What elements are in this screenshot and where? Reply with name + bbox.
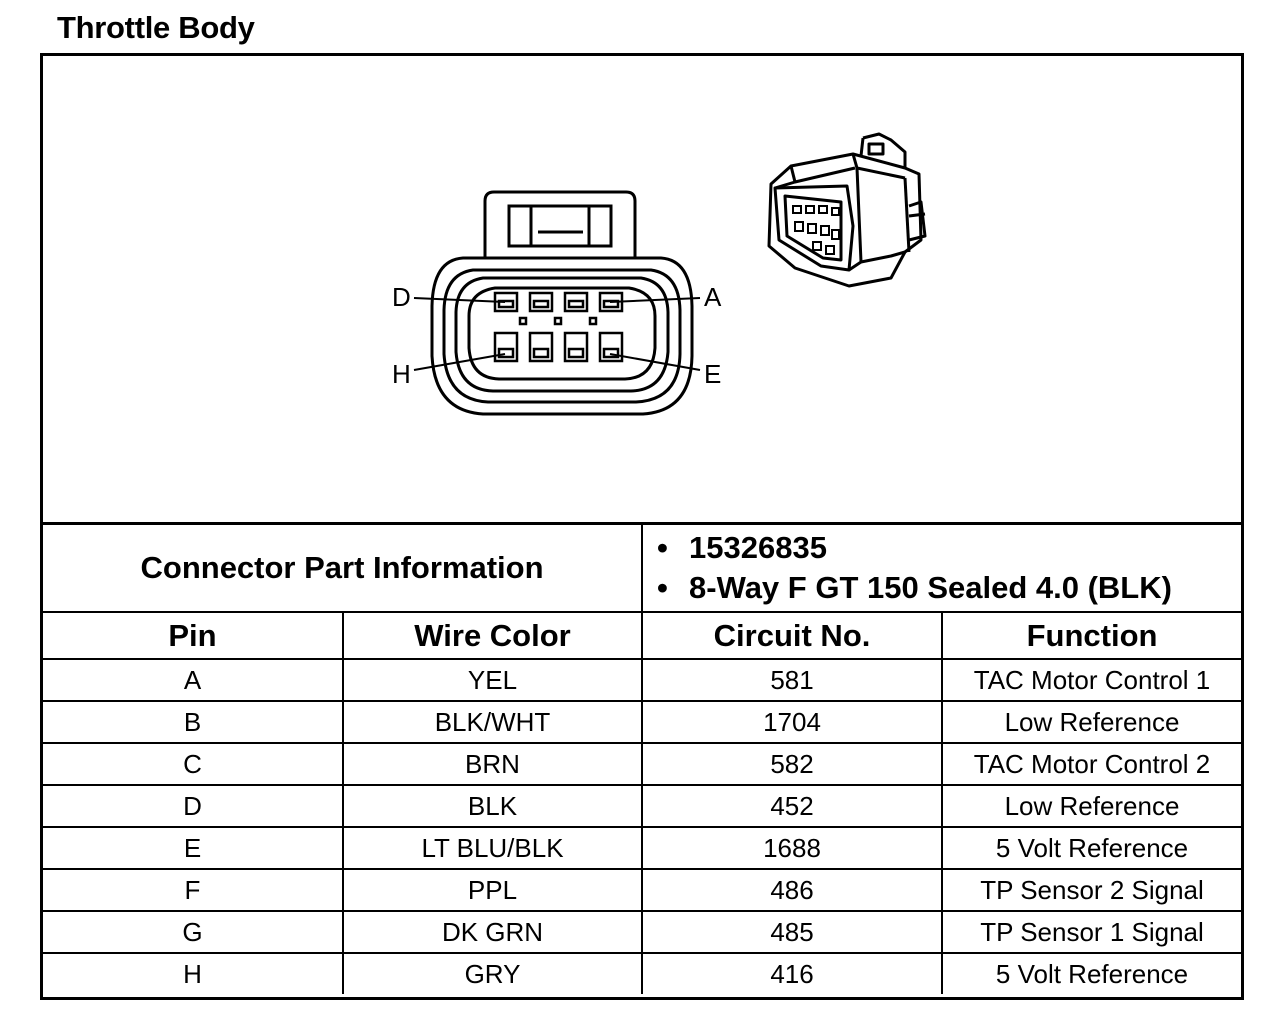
part-number-text: 15326835	[689, 530, 827, 565]
circuit-cell: 1704	[642, 701, 942, 743]
circuit-cell: 452	[642, 785, 942, 827]
wire-color-cell: YEL	[343, 659, 642, 701]
circuit-cell: 486	[642, 869, 942, 911]
function-cell: Low Reference	[942, 701, 1241, 743]
page-title: Throttle Body	[57, 10, 255, 45]
connector-face-view-icon	[432, 192, 692, 414]
cavity-row-top-icon	[495, 293, 622, 324]
table-row	[43, 743, 1241, 785]
connector-info-values	[642, 525, 1241, 612]
wire-color-cell: BRN	[343, 743, 642, 785]
pin-cell: H	[43, 953, 343, 994]
connector-diagram-svg	[43, 56, 1241, 522]
pin-cell: F	[43, 869, 343, 911]
table-row	[43, 911, 1241, 953]
table-row	[43, 785, 1241, 827]
table-row	[43, 869, 1241, 911]
pin-label-h: H	[392, 359, 411, 389]
connector-description-text: 8-Way F GT 150 Sealed 4.0 (BLK)	[689, 570, 1172, 605]
connector-description: • 8-Way F GT 150 Sealed 4.0 (BLK)	[657, 570, 1172, 605]
wire-color-cell: PPL	[343, 869, 642, 911]
circuit-cell: 485	[642, 911, 942, 953]
header-wire-color: Wire Color	[343, 612, 642, 659]
wire-color-cell: BLK	[343, 785, 642, 827]
circuit-cell: 416	[642, 953, 942, 994]
pin-cell: B	[43, 701, 343, 743]
table-row	[43, 827, 1241, 869]
connector-info-label: Connector Part Information	[43, 525, 642, 612]
pin-cell: C	[43, 743, 343, 785]
function-cell: TAC Motor Control 2	[942, 743, 1241, 785]
circuit-cell: 581	[642, 659, 942, 701]
pin-cell: D	[43, 785, 343, 827]
connector-frame	[40, 53, 1244, 1000]
pin-label-d: D	[392, 282, 411, 312]
pin-cell: G	[43, 911, 343, 953]
pin-cell: A	[43, 659, 343, 701]
circuit-cell: 582	[642, 743, 942, 785]
function-cell: Low Reference	[942, 785, 1241, 827]
table-row	[43, 701, 1241, 743]
wire-color-cell: LT BLU/BLK	[343, 827, 642, 869]
function-cell: 5 Volt Reference	[942, 953, 1241, 994]
header-pin: Pin	[43, 612, 343, 659]
function-cell: 5 Volt Reference	[942, 827, 1241, 869]
function-cell: TP Sensor 1 Signal	[942, 911, 1241, 953]
cavity-row-bottom-icon	[495, 333, 622, 361]
connector-diagram	[43, 56, 1241, 525]
table-row	[43, 659, 1241, 701]
header-circuit-no: Circuit No.	[642, 612, 942, 659]
connector-info-row	[43, 525, 1241, 612]
wire-color-cell: BLK/WHT	[343, 701, 642, 743]
circuit-cell: 1688	[642, 827, 942, 869]
wire-color-cell: DK GRN	[343, 911, 642, 953]
table-header-row	[43, 612, 1241, 659]
wire-color-cell: GRY	[343, 953, 642, 994]
function-cell: TAC Motor Control 1	[942, 659, 1241, 701]
pin-label-a: A	[704, 282, 722, 312]
connector-3d-cavities-icon	[793, 206, 839, 254]
table-row	[43, 953, 1241, 994]
function-cell: TP Sensor 2 Signal	[942, 869, 1241, 911]
pinout-table	[43, 525, 1241, 994]
pin-cell: E	[43, 827, 343, 869]
part-number: • 15326835	[657, 530, 827, 565]
pin-label-e: E	[704, 359, 722, 389]
header-function: Function	[942, 612, 1241, 659]
